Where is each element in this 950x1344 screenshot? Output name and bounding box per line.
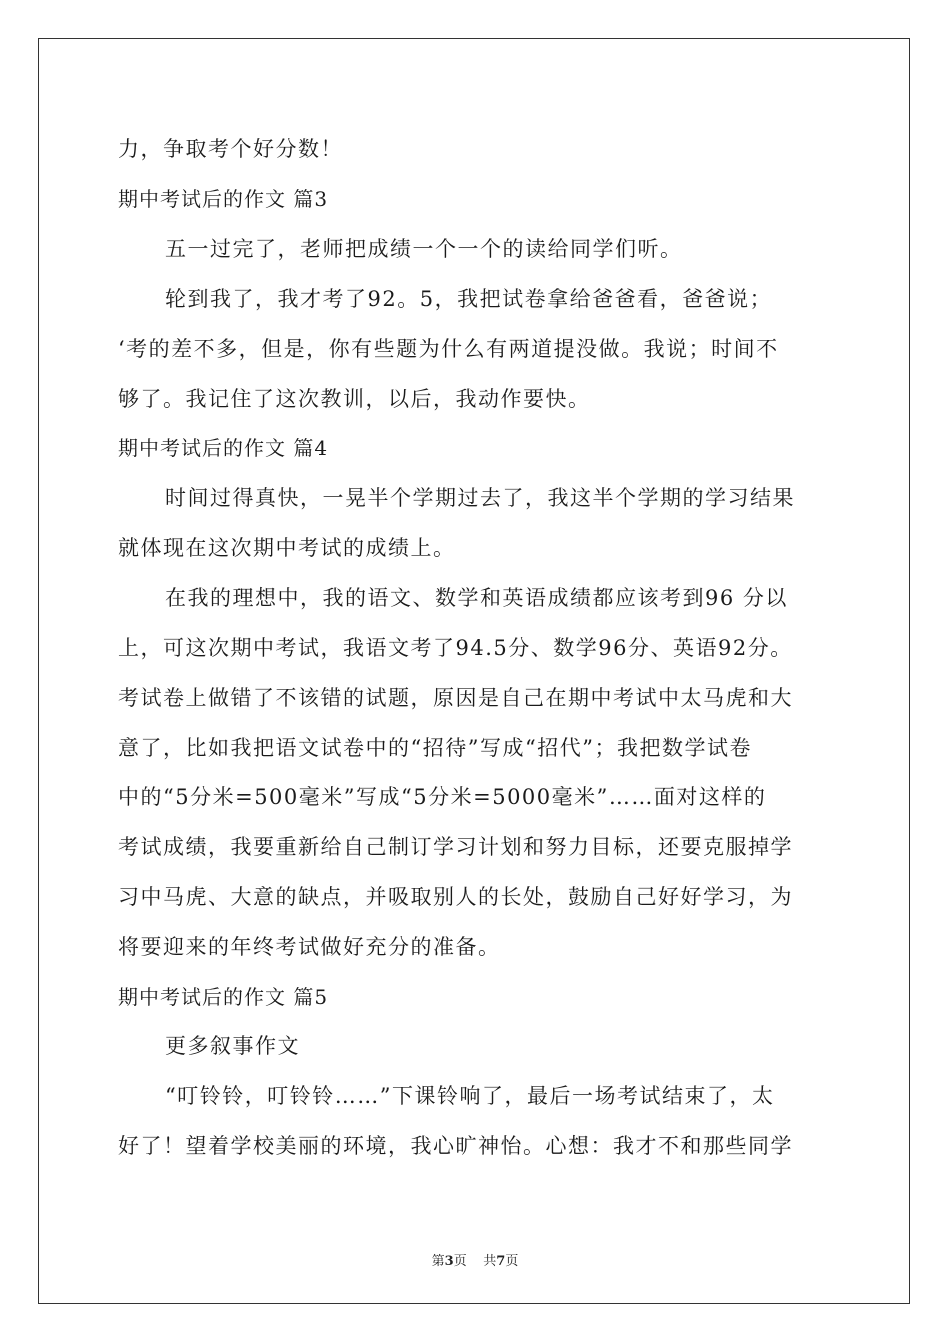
paragraph-line: “叮铃铃，叮铃铃……”下课铃响了，最后一场考试结束了，太 [165,1084,775,1108]
paragraph-line: 在我的理想中，我的语文、数学和英语成绩都应该考到96 分以 [165,586,788,610]
paragraph-line: 时间过得真快，一晃半个学期过去了，我这半个学期的学习结果 [165,486,795,510]
paragraph-line: 好了！望着学校美丽的环境，我心旷神怡。心想：我才不和那些同学 [118,1134,793,1158]
footer-page-prefix: 第 [431,1254,445,1269]
paragraph-line: 力，争取考个好分数！ [118,137,343,161]
footer-page-total: 7 [496,1254,506,1269]
page-footer [0,1250,950,1269]
paragraph-line: 够了。我记住了这次教训，以后，我动作要快。 [118,387,591,411]
footer-total-suffix: 页 [505,1254,519,1269]
paragraph-line: 就体现在这次期中考试的成绩上。 [118,536,456,560]
paragraph-line: 将要迎来的年终考试做好充分的准备。 [118,935,501,959]
paragraph-line: 意了，比如我把语文试卷中的“招待”写成“招代”；我把数学试卷 [118,736,752,760]
section-heading-4: 期中考试后的作文 篇4 [118,436,329,460]
page-border [38,38,910,1304]
paragraph-line: 轮到我了，我才考了92。5，我把试卷拿给爸爸看，爸爸说； [165,287,773,311]
footer-page-suffix: 页 [453,1254,467,1269]
paragraph-line: 五一过完了，老师把成绩一个一个的读给同学们听。 [165,237,683,261]
paragraph-line: ‘考的差不多，但是，你有些题为什么有两道提没做。我说；时间不 [118,337,779,361]
section-heading-5: 期中考试后的作文 篇5 [118,985,329,1009]
paragraph-line: 考试成绩，我要重新给自己制订学习计划和努力目标，还要克服掉学 [118,835,793,859]
section-heading-3: 期中考试后的作文 篇3 [118,187,329,211]
footer-total-prefix: 共 [483,1254,497,1269]
paragraph-line: 考试卷上做错了不该错的试题，原因是自己在期中考试中太马虎和大 [118,686,793,710]
paragraph-line: 中的“5分米=500毫米”写成“5分米=5000毫米”……面对这样的 [118,785,767,809]
more-link-text: 更多叙事作文 [165,1034,300,1058]
footer-page-current: 3 [444,1254,454,1269]
paragraph-line: 习中马虎、大意的缺点，并吸取别人的长处，鼓励自己好好学习，为 [118,885,793,909]
paragraph-line: 上，可这次期中考试，我语文考了94.5分、数学96分、英语92分。 [118,636,793,660]
